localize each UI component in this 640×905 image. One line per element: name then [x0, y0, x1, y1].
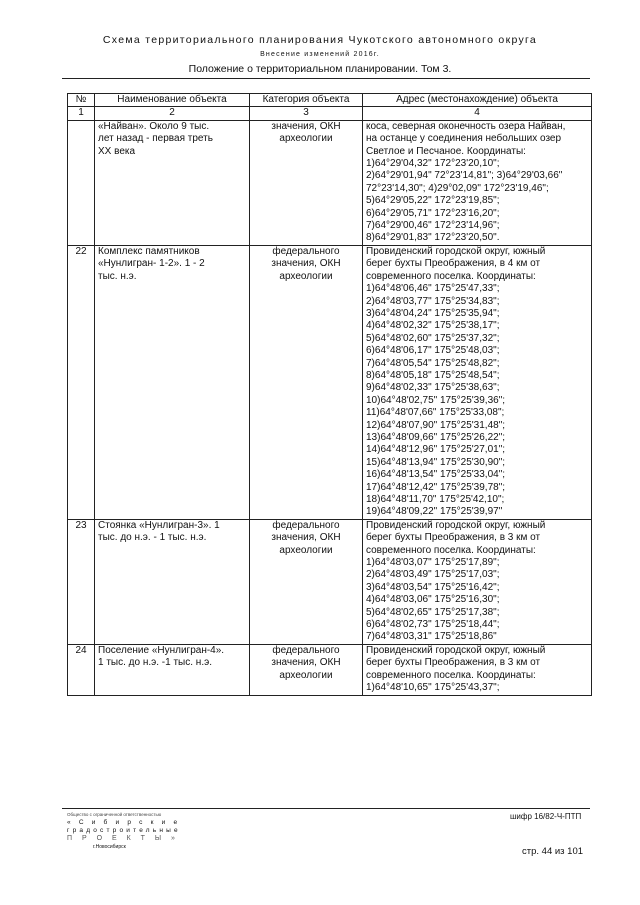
table-row — [68, 519, 592, 644]
row-number: 22 — [68, 245, 95, 519]
object-address-line: 1)64°48'10,65" 175°25'43,37"; — [366, 682, 500, 694]
object-category-line: федерального — [272, 644, 340, 656]
object-address — [363, 245, 592, 519]
page-number: стр. 44 из 101 — [522, 846, 584, 857]
object-category-line: археологии — [279, 669, 333, 681]
object-address-line: современного поселка. Координаты: — [366, 669, 536, 681]
object-address-line: 1)64°48'06,46" 175°25'47,33"; — [366, 283, 500, 295]
object-name-line: Поселение «Нунлигран-4». — [98, 644, 225, 656]
object-category-line: федерального — [272, 519, 340, 531]
object-address-line: 72°23'14,30"; 4)29°02,09" 172°23'19,46"; — [366, 182, 549, 194]
object-name — [95, 519, 250, 644]
header-name: Наименование объекта — [95, 94, 250, 107]
object-category-line: значения, ОКН — [271, 120, 341, 132]
table-row — [68, 120, 592, 245]
object-address-line: 2)64°48'03,77" 175°25'34,83"; — [366, 295, 500, 307]
object-address-line: 8)64°48'05,18" 175°25'48,54"; — [366, 369, 500, 381]
object-category-line: значения, ОКН — [271, 258, 341, 270]
object-address-line: 7)64°29'00,46" 172°23'14,96"; — [366, 220, 500, 232]
object-address-line: 7)64°48'03,31" 175°25'18,86" — [366, 631, 497, 643]
object-address-line: 11)64°48'07,66" 175°25'33,08"; — [366, 407, 505, 419]
index-3: 3 — [250, 107, 363, 120]
object-name-line: «Найван». Около 9 тыс. — [98, 120, 210, 132]
object-category-line: значения, ОКН — [271, 657, 341, 669]
object-name-line: Комплекс памятников — [98, 245, 200, 257]
object-address-line: Провиденский городской округ, южный — [366, 644, 546, 656]
object-address-line: берег бухты Преображения, в 3 км от — [366, 657, 541, 669]
object-address — [363, 644, 592, 695]
index-4: 4 — [363, 107, 592, 120]
row-number: 23 — [68, 519, 95, 644]
object-category — [250, 120, 363, 245]
table-row — [68, 245, 592, 519]
object-address-line: 6)64°29'05,71" 172°23'16,20"; — [366, 207, 500, 219]
header-divider — [62, 78, 590, 79]
header-address: Адрес (местонахождение) объекта — [363, 94, 592, 107]
object-address-line: 1)64°29'04,32" 172°23'20,10"; — [366, 158, 500, 170]
object-address-line: 2)64°48'03,49" 175°25'17,03"; — [366, 569, 500, 581]
object-address-line: 5)64°29'05,22" 172°23'19,85"; — [366, 195, 500, 207]
object-address-line: 13)64°48'09,66" 175°25'26,22"; — [366, 431, 506, 443]
footer-divider — [62, 808, 590, 809]
object-name-line: XX века — [98, 145, 136, 157]
object-address-line: 15)64°48'13,94" 175°25'30,90"; — [366, 456, 506, 468]
object-address-line: Провиденский городской округ, южный — [366, 245, 546, 257]
object-address-line: берег бухты Преображения, в 3 км от — [366, 532, 541, 544]
object-name-line: лет назад - первая треть — [98, 133, 213, 145]
object-category-line: археологии — [279, 133, 333, 145]
document-subtitle: Внесение изменений 2016г. — [260, 51, 380, 58]
object-address-line: 19)64°48'09,22" 175°25'39,97" — [366, 506, 503, 518]
index-2: 2 — [95, 107, 250, 120]
object-address-line: на останце у соединения небольших озер — [366, 133, 562, 145]
object-category-line: археологии — [279, 544, 333, 556]
object-address-line: коса, северная оконечность озера Найван, — [366, 120, 566, 132]
company-logo — [67, 811, 197, 851]
object-address-line: 1)64°48'03,07" 175°25'17,89"; — [366, 557, 500, 569]
table-row — [68, 644, 592, 695]
object-name — [95, 120, 250, 245]
object-address-line: 17)64°48'12,42" 175°25'39,78"; — [366, 481, 506, 493]
table-header-row — [68, 94, 592, 107]
header-number: № — [68, 94, 95, 107]
object-address-line: современного поселка. Координаты: — [366, 544, 536, 556]
objects-table — [67, 93, 592, 696]
object-address-line: 3)64°48'03,54" 175°25'16,42"; — [366, 581, 500, 593]
object-address-line: 9)64°48'02,33" 175°25'38,63"; — [366, 382, 500, 394]
object-address-line: 12)64°48'07,90" 175°25'31,48"; — [366, 419, 506, 431]
object-address-line: 2)64°29'01,94" 72°23'14,81"; 3)64°29'03,66" — [366, 170, 563, 182]
object-address-line: 5)64°48'02,60" 175°25'37,32"; — [366, 332, 500, 344]
logo-org-form: Общество с ограниченной ответственностью — [67, 812, 162, 817]
logo-line-2: градостроительные — [67, 827, 181, 834]
document-cipher: шифр 16/82-Ч-ПТП — [510, 812, 582, 821]
object-name-line: тыс. до н.э. - 1 тыс. н.э. — [98, 532, 207, 544]
object-address-line: 4)64°48'03,06" 175°25'16,30"; — [366, 594, 500, 606]
object-name-line: тыс. н.э. — [98, 270, 137, 282]
object-address-line: Провиденский городской округ, южный — [366, 519, 546, 531]
object-category-line: федерального — [272, 245, 340, 257]
object-address-line: 5)64°48'02,65" 175°25'17,38"; — [366, 606, 500, 618]
object-address-line: 18)64°48'11,70" 175°25'42,10"; — [366, 494, 505, 505]
logo-line-3: П Р О Е К Т Ы » — [67, 835, 179, 842]
header-category: Категория объекта — [250, 94, 363, 107]
object-address-line: 3)64°48'04,24" 175°25'35,94"; — [366, 307, 500, 319]
logo-line-1: « С и б и р с к и е — [67, 819, 181, 826]
object-address-line: 6)64°48'02,73" 175°25'18,44"; — [366, 619, 500, 631]
row-number: 24 — [68, 644, 95, 695]
object-address — [363, 519, 592, 644]
object-address-line: 6)64°48'06,17" 175°25'48,03"; — [366, 345, 500, 357]
object-category-line: значения, ОКН — [271, 532, 341, 544]
object-name-line: 1 тыс. до н.э. -1 тыс. н.э. — [98, 657, 212, 669]
object-address-line: 10)64°48'02,75" 175°25'39,36"; — [366, 394, 506, 406]
object-address-line: 7)64°48'05,54" 175°25'48,82"; — [366, 357, 500, 369]
table-index-row — [68, 107, 592, 120]
object-address-line: Светлое и Песчаное. Координаты: — [366, 145, 526, 157]
object-category — [250, 519, 363, 644]
object-address-line: 14)64°48'12,96" 175°25'27,01"; — [366, 444, 506, 456]
logo-city: г.Новосибирск — [93, 844, 126, 850]
object-name — [95, 644, 250, 695]
object-name-line: «Нунлигран- 1-2». 1 - 2 — [98, 258, 205, 270]
row-number — [68, 120, 95, 245]
object-address-line: 16)64°48'13,54" 175°25'33,04"; — [366, 469, 506, 481]
object-name — [95, 245, 250, 519]
object-address-line: 4)64°48'02,32" 175°25'38,17"; — [366, 320, 500, 332]
index-1: 1 — [68, 107, 95, 120]
object-address — [363, 120, 592, 245]
object-category-line: археологии — [279, 270, 333, 282]
object-category — [250, 644, 363, 695]
volume-title: Положение о территориальном планировании. Том 3. — [188, 63, 452, 75]
document-title: Схема территориального планирования Чукотского автономного округа — [102, 34, 538, 46]
object-name-line: Стоянка «Нунлигран-3». 1 — [98, 519, 220, 531]
object-category — [250, 245, 363, 519]
table-body — [68, 120, 592, 695]
object-address-line: 8)64°29'01,83" 172°23'20,50". — [366, 232, 500, 244]
object-address-line: современного поселка. Координаты: — [366, 270, 536, 282]
object-address-line: берег бухты Преображения, в 4 км от — [366, 258, 541, 270]
